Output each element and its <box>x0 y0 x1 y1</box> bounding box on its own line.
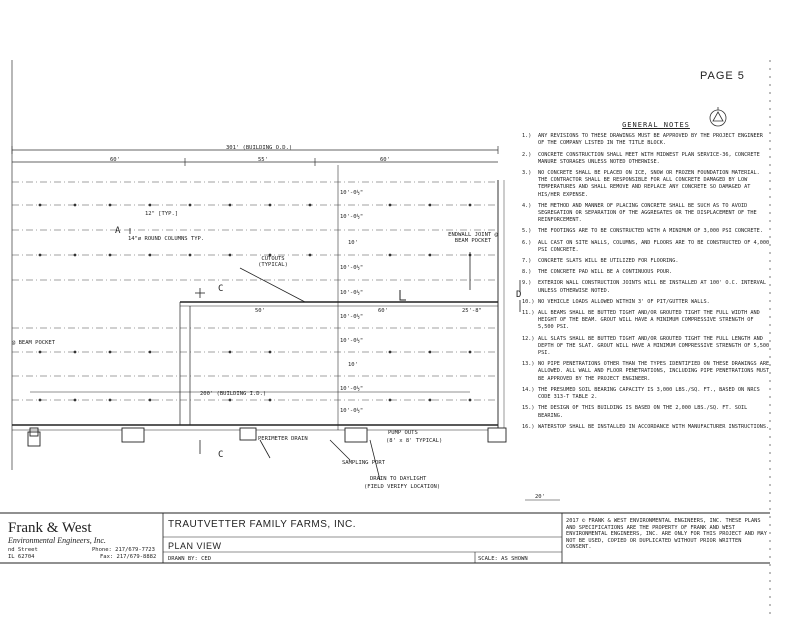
dimension-label: 10'-0½" <box>340 214 364 220</box>
note-text: CONCRETE CONSTRUCTION SHALL MEET WITH MIDWEST PLAN SERVICE-36, CONCRETE MANURE STORAGES UNLESS NOTED OTHERWISE. <box>538 151 760 165</box>
dimension-label: 10' <box>348 362 358 368</box>
drain-daylight-label: DRAIN TO DAYLIGHT <box>370 476 427 482</box>
note-item <box>522 405 770 419</box>
dimension-label: 10'-0½" <box>340 314 364 320</box>
sampling-port-label: SAMPLING PORT <box>342 460 386 466</box>
dimension-label: 10'-0½" <box>340 408 364 414</box>
beam-pocket-label: @ BEAM POCKET <box>12 340 56 346</box>
dimension-label: 10' <box>348 240 358 246</box>
pump-outs-size-label: (8' x 8' TYPICAL) <box>386 438 443 444</box>
note-text: ALL CAST ON SITE WALLS, COLUMNS, AND FLOORS ARE TO BE CONSTRUCTED OF 4,000 PSI CONCRETE. <box>538 239 770 253</box>
note-item <box>522 228 770 235</box>
note-item <box>522 361 770 383</box>
section-mark-a: A <box>115 226 121 236</box>
section-mark-c: C <box>218 284 224 294</box>
note-text: THE METHOD AND MANNER OF PLACING CONCRETE SHALL BE SUCH AS TO AVOID SEGREGATION OR SEPARATION OF THE AGGREGATES OR THE DISPLACEMENT OF THE REINFORCEMENT. <box>538 202 757 224</box>
note-item <box>522 269 770 276</box>
note-item <box>522 299 770 306</box>
note-number: 1.) <box>522 133 532 140</box>
note-number: 5.) <box>522 228 532 235</box>
dimension-label: 10'-0½" <box>340 386 364 392</box>
perimeter-drain-label: PERIMETER DRAIN <box>258 436 308 442</box>
dimension-label: 60' <box>380 157 390 163</box>
section-mark-c: C <box>218 450 224 460</box>
sheet-title: PLAN VIEW <box>168 541 222 551</box>
typical-spacing-label: 12" [TYP.] <box>145 211 179 217</box>
note-number: 8.) <box>522 269 532 276</box>
dimension-label: 10'-0½" <box>340 190 364 196</box>
client-name: TRAUTVETTER FAMILY FARMS, INC. <box>168 519 356 530</box>
note-text: EXTERIOR WALL CONSTRUCTION JOINTS WILL BE INSTALLED AT 100' O.C. INTERVAL UNLESS OTHERWISE NOTED. <box>538 280 766 294</box>
company-street: nd Street <box>8 547 38 553</box>
company-city: IL 62704 <box>8 554 35 560</box>
section-mark-d: D <box>516 290 522 300</box>
building-id-dimension: 200' (BUILDING I.D.) <box>200 391 267 397</box>
note-text: THE DESIGN OF THIS BUILDING IS BASED ON THE 2,000 LBS./SQ. FT. SOIL BEARING. <box>538 405 748 419</box>
cutouts-label: CUTOUTS (TYPICAL) <box>258 256 288 268</box>
company-name: Frank & West <box>8 520 92 536</box>
note-number: 12.) <box>522 335 535 342</box>
note-item <box>522 310 770 332</box>
notes-list <box>522 133 770 431</box>
note-text: WATERSTOP SHALL BE INSTALLED IN ACCORDANCE WITH MANUFACTURER INSTRUCTIONS. <box>538 423 770 430</box>
note-number: 6.) <box>522 239 532 246</box>
note-text: CONCRETE SLATS WILL BE UTILIZED FOR FLOORING. <box>538 258 679 265</box>
note-text: NO PIPE PENETRATIONS OTHER THAN THE TYPES IDENTIFIED ON THESE DRAWINGS ARE ALLOWED. ALL WALL AND FLOOR PENETRATIONS, INCLUDING PIPE PENETRATIONS MUST BE APPROVED BY THE PROJECT ENGINEER. <box>538 361 770 382</box>
note-text: NO VEHICLE LOADS ALLOWED WITHIN 3' OF PIT/GUTTER WALLS. <box>538 298 710 305</box>
copyright-notice: 2017 © FRANK & WEST ENVIRONMENTAL ENGINEERS, INC. THESE PLANS AND SPECIFICATIONS ARE THE PROPERTY OF FRANK AND WEST ENVIRONMENTAL ENGINEERS, INC. ARE ONLY FOR THIS PROJECT AND MAY NOT BE USED, COPIED OR DUPLICATED WITHOUT PRIOR WRITTEN CONSENT. <box>566 518 767 550</box>
note-text: THE CONCRETE PAD WILL BE A CONTINUOUS POUR. <box>538 269 673 276</box>
note-number: 14.) <box>522 386 535 393</box>
note-number: 9.) <box>522 280 532 287</box>
dimension-label: 20' <box>535 494 545 500</box>
pump-outs-label: PUMP OUTS <box>388 430 418 436</box>
note-item <box>522 240 770 254</box>
note-number: 15.) <box>522 405 535 412</box>
note-text: NO CONCRETE SHALL BE PLACED ON ICE, SNOW OR FROZEN FOUNDATION MATERIAL. THE CONTRACTOR SHALL BE RESPONSIBLE FOR ALL CONCRETE DAMAGED BY LOW TEMPERATURES AND SHALL REMOVE AND REPLACE ANY CONCRETE SO DAMAGED AT HIS/HER EXPENSE. <box>538 170 760 198</box>
note-number: 7.) <box>522 258 532 265</box>
dimension-label: 50' <box>255 308 265 314</box>
note-number: 16.) <box>522 423 535 430</box>
building-od-dimension: 301' (BUILDING O.D.) <box>226 145 293 151</box>
note-item <box>522 152 770 166</box>
dimension-label: 10'-0½" <box>340 265 364 271</box>
company-phone: Phone: 217/679-7723 <box>92 547 155 553</box>
dimension-label: 60' <box>378 308 388 314</box>
general-notes <box>522 122 770 435</box>
note-item <box>522 258 770 265</box>
note-item <box>522 170 770 199</box>
note-item <box>522 203 770 225</box>
endwall-joint-label: ENDWALL JOINT @ BEAM POCKET <box>448 232 498 244</box>
note-text: ANY REVISIONS TO THESE DRAWINGS MUST BE APPROVED BY THE PROJECT ENGINEER OF THE COMPANY LISTED IN THE TITLE BLOCK. <box>538 133 763 147</box>
note-item <box>522 387 770 401</box>
note-number: 13.) <box>522 361 535 368</box>
note-item <box>522 336 770 358</box>
company-fax: Fax: 217/679-8882 <box>100 554 157 560</box>
dimension-label: 10'-0½" <box>340 338 364 344</box>
note-text: THE PRESUMED SOIL BEARING CAPACITY IS 3,000 LBS./SQ. FT., BASED ON NRCS CODE 313-T TABLE 2. <box>538 386 760 401</box>
note-text: ALL SLATS SHALL BE BUTTED TIGHT AND/OR GROUTED TIGHT THE FULL LENGTH AND DEPTH OF THE SLAT. GROUT WILL HAVE A MINIMUM COMPRESSIVE STRENGTH OF 5,500 PSI. <box>538 335 770 357</box>
dimension-label: 60' <box>110 157 120 163</box>
note-number: 10.) <box>522 298 535 305</box>
field-verify-label: (FIELD VERIFY LOCATION) <box>364 484 441 490</box>
note-item <box>522 280 770 294</box>
note-number: 4.) <box>522 202 532 209</box>
dimension-label: 25'-8" <box>462 308 482 314</box>
note-number: 2.) <box>522 151 532 158</box>
page-number: PAGE 5 <box>700 70 745 82</box>
note-number: 11.) <box>522 310 535 317</box>
note-item <box>522 133 770 147</box>
drawn-by: DRAWN BY: CED <box>168 556 212 562</box>
note-text: ALL BEAMS SHALL BE BUTTED TIGHT AND/OR GROUTED TIGHT THE FULL WIDTH AND HEIGHT OF THE BEAM. GROUT WILL HAVE A MINIMUM COMPRESSIVE STRENGTH OF 5,500 PSI. <box>538 310 760 331</box>
note-item <box>522 424 770 431</box>
company-subtitle: Environmental Engineers, Inc. <box>8 536 106 545</box>
general-notes-title: GENERAL NOTES <box>622 121 690 129</box>
dimension-label: 10'-0½" <box>340 290 364 296</box>
round-columns-label: 14"ø ROUND COLUMNS TYP. <box>128 236 205 242</box>
dimension-label: 55' <box>258 157 268 163</box>
note-number: 3.) <box>522 170 532 177</box>
scale-label: SCALE: AS SHOWN <box>478 556 528 562</box>
note-text: THE FOOTINGS ARE TO BE CONSTRUCTED WITH A MINIMUM OF 3,000 PSI CONCRETE. <box>538 228 763 235</box>
